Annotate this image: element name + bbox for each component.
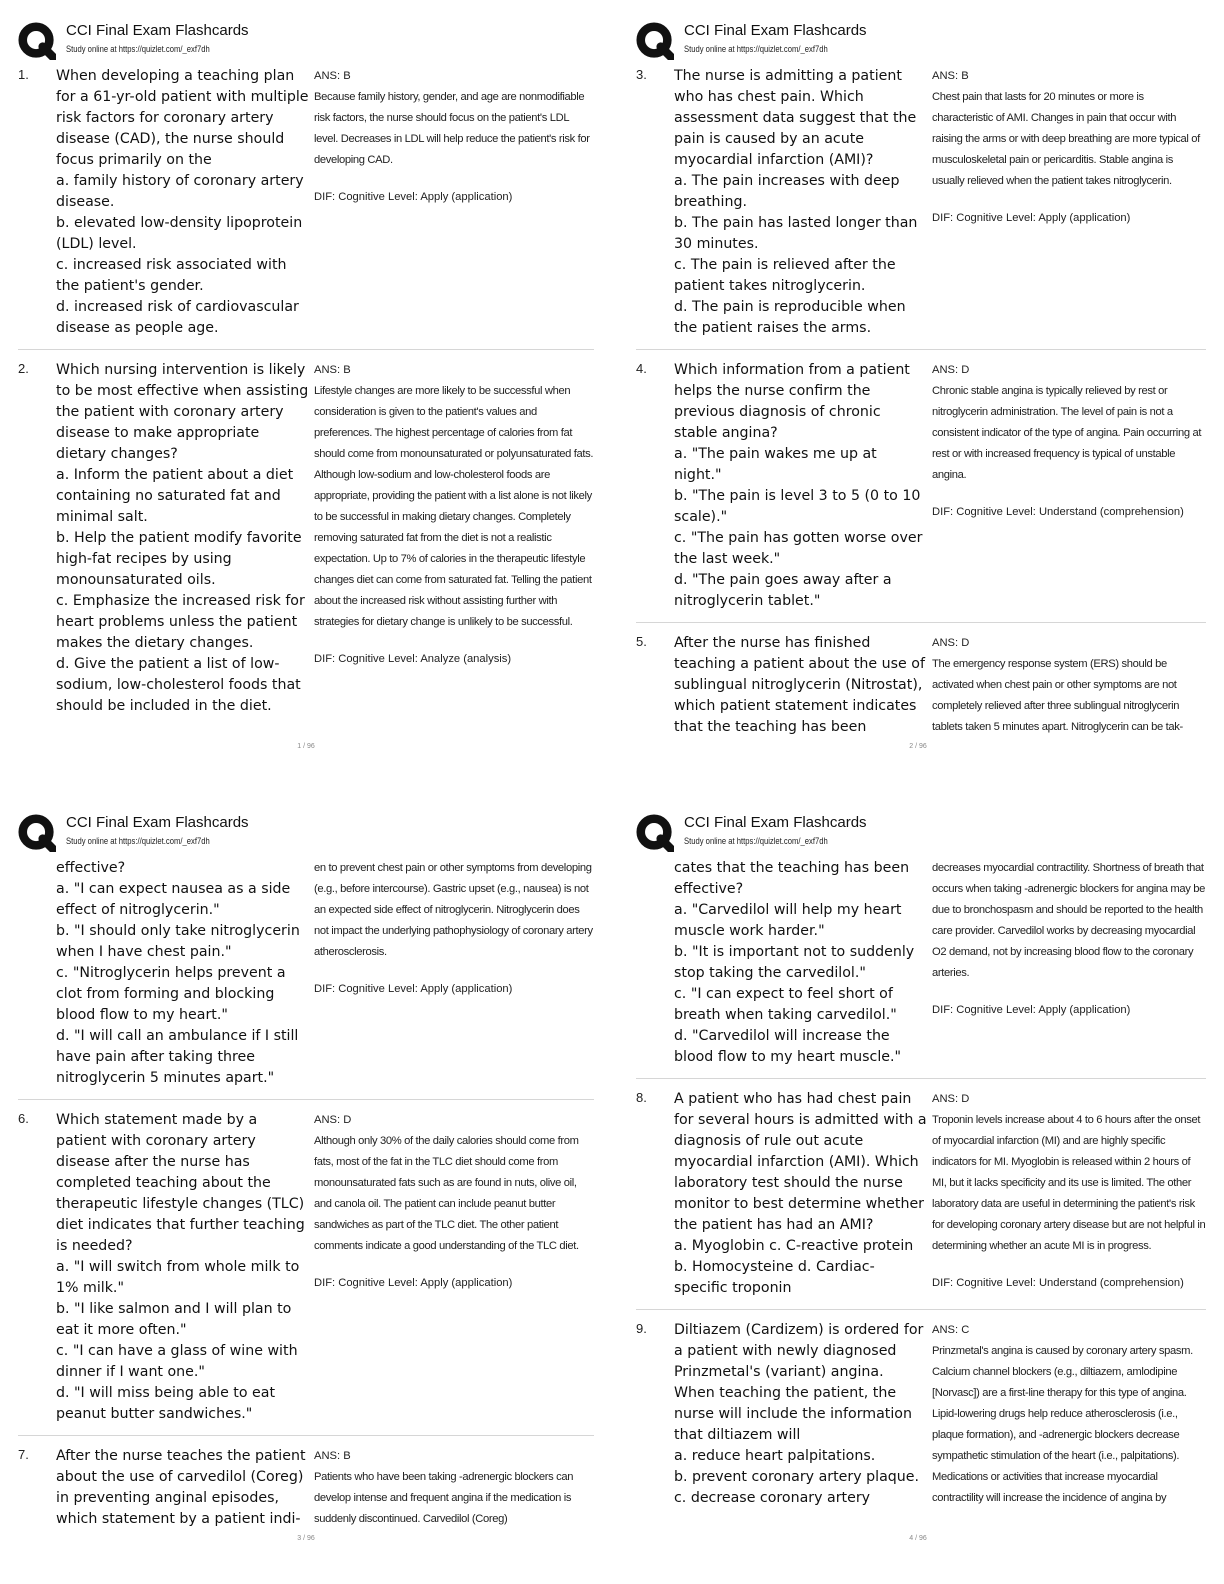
- card-question: [674, 360, 928, 612]
- card-number: 7.: [18, 1447, 29, 1462]
- difficulty-level: DIF: Cognitive Level: Analyze (analysis): [314, 653, 512, 665]
- answer-option: c. "Nitroglycerin helps prevent a clot from forming and blocking blood flow to my heart.": [56, 965, 286, 1023]
- answer-option: b. elevated low-density lipoprotein (LDL) level.: [56, 215, 303, 252]
- answer-option: c. "I can expect to feel short of breath when taking carvedilol.": [674, 986, 897, 1023]
- question-stem: Which statement made by a patient with coronary artery disease after the nurse has completed teaching about the therapeutic lifestyle changes (TLC) diet indicates that further teaching is needed?: [56, 1112, 305, 1254]
- card-answer: [928, 1320, 1206, 1509]
- answer-key: ANS: D: [932, 1093, 970, 1105]
- card-answer: [928, 858, 1206, 1068]
- page-number: 4 / 96: [909, 1535, 927, 1542]
- answer-rationale: en to prevent chest pain or other symptoms from developing (e.g., before intercourse). Gastric upset (e.g., nausea) is not an expected side effect of nitroglycerin. Nitroglycerin does not impact the underlying pathophysiology of coronary artery atherosclerosis.: [314, 862, 593, 958]
- card-number: 4.: [636, 361, 647, 376]
- page-header: [636, 792, 1206, 858]
- question-stem: When developing a teaching plan for a 61-yr-old patient with multiple risk factors for coronary artery disease (CAD), the nurse should focus primarily on the: [56, 68, 309, 168]
- doc-subtitle: Study online at https://quizlet.com/_exf7dh: [684, 836, 828, 846]
- card-list: [636, 66, 1206, 748]
- difficulty-level: DIF: Cognitive Level: Apply (application): [932, 212, 1131, 224]
- answer-rationale: Although only 30% of the daily calories should come from fats, most of the fat in the TLC diet should come from monounsaturated fats such as are found in nuts, olive oil, and canola oil. The patient can include peanut butter sandwiches as part of the TLC diet. The other patient comments indicate a good understanding of the TLC diet.: [314, 1135, 579, 1252]
- card-number: [636, 858, 674, 1068]
- answer-option: d. increased risk of cardiovascular disease as people age.: [56, 299, 299, 336]
- answer-option: c. decrease coronary artery: [674, 1490, 871, 1506]
- answer-option: c. Emphasize the increased risk for heart problems unless the patient makes the dietary changes.: [56, 593, 305, 651]
- answer-option: d. The pain is reproducible when the patient raises the arms.: [674, 299, 906, 336]
- answer-key: ANS: B: [314, 364, 351, 376]
- quizlet-logo-icon: [636, 22, 674, 60]
- page-header: [18, 0, 594, 66]
- answer-option: a. Inform the patient about a diet containing no saturated fat and minimal salt.: [56, 467, 294, 525]
- difficulty-level: DIF: Cognitive Level: Apply (application): [314, 1277, 513, 1289]
- page-number: 3 / 96: [297, 1535, 315, 1542]
- card-answer: [310, 858, 594, 1089]
- card-question: [674, 66, 928, 339]
- flashcard: [18, 1110, 594, 1436]
- answer-option: c. increased risk associated with the patient's gender.: [56, 257, 287, 294]
- flashcard: [18, 1446, 594, 1540]
- page-1: [0, 0, 612, 792]
- card-question: [56, 1446, 310, 1530]
- answer-option: b. The pain has lasted longer than 30 minutes.: [674, 215, 918, 252]
- flashcard: [636, 1320, 1206, 1519]
- answer-key: ANS: D: [932, 637, 970, 649]
- answer-option: b. prevent coronary artery plaque.: [674, 1469, 920, 1485]
- card-answer: [928, 360, 1206, 612]
- answer-key: ANS: B: [932, 70, 969, 82]
- answer-option: b. "I like salmon and I will plan to eat it more often.": [56, 1301, 292, 1338]
- card-answer: [310, 66, 594, 339]
- answer-key: ANS: D: [932, 364, 970, 376]
- doc-subtitle: Study online at https://quizlet.com/_exf7dh: [66, 44, 210, 54]
- answer-option: d. "The pain goes away after a nitroglycerin tablet.": [674, 572, 892, 609]
- flashcard: [636, 360, 1206, 623]
- answer-rationale: Chronic stable angina is typically relieved by rest or nitroglycerin administration. The level of pain is not a consistent indicator of the type of angina. Pain occurring at rest or with increased frequency is typical of unstable angina.: [932, 385, 1202, 481]
- answer-option: b. Homocysteine d. Cardiac-specific troponin: [674, 1259, 875, 1296]
- difficulty-level: DIF: Cognitive Level: Understand (comprehension): [932, 506, 1184, 518]
- answer-option: a. Myoglobin c. C-reactive protein: [674, 1238, 914, 1254]
- answer-rationale: decreases myocardial contractility. Shortness of breath that occurs when taking -adrenergic blockers for angina may be due to bronchospasm and should be reported to the health care provider. Carvedilol works by decreasing myocardial O2 demand, not by increasing blood flow to the coronary arteries.: [932, 862, 1205, 979]
- difficulty-level: DIF: Cognitive Level: Apply (application): [932, 1004, 1131, 1016]
- answer-rationale: Lifestyle changes are more likely to be successful when consideration is given to the patient's values and preferences. The highest percentage of calories from fat should come from monounsaturated or polyunsaturated fats. Although low-sodium and low-cholesterol foods are appropriate, providing the patient with a list alone is not likely to be successful in making dietary changes. Completely removing saturated fat from the diet is not a realistic expectation. Up to 7% of calories in the therapeutic lifestyle changes diet can come from saturated fat. Telling the patient about the increased risk without assisting further with strategies for dietary change is unlikely to be successful.: [314, 385, 594, 628]
- card-answer: [310, 1110, 594, 1425]
- card-list: [18, 858, 594, 1540]
- question-stem: Diltiazem (Cardizem) is ordered for a patient with newly diagnosed Prinzmetal's (variant) angina. When teaching the patient, the nurse will include the information that diltiazem will: [674, 1322, 924, 1443]
- answer-rationale: Prinzmetal's angina is caused by coronary artery spasm. Calcium channel blockers (e.g., diltiazem, amlodipine [Norvasc]) are a first-line therapy for this type of angina. Lipid-lowering drugs help reduce atherosclerosis (i.e., plaque formation), and -adrenergic blockers decrease sympathetic stimulation of the heart (i.e., palpitations). Medications or activities that increase myocardial contractility will increase the incidence of angina by: [932, 1345, 1193, 1504]
- answer-rationale: Troponin levels increase about 4 to 6 hours after the onset of myocardial infarction (MI) and are highly specific indicators for MI. Myoglobin is released within 2 hours of MI, but it lacks specificity and its use is limited. The other laboratory data are useful in determining the patient's risk for developing coronary artery disease but are not helpful in determining whether an acute MI is in progress.: [932, 1114, 1206, 1252]
- card-question: [56, 360, 310, 717]
- card-question: [674, 1089, 928, 1299]
- answer-key: ANS: D: [314, 1114, 352, 1126]
- difficulty-level: DIF: Cognitive Level: Understand (comprehension): [932, 1277, 1184, 1289]
- card-question: [56, 66, 310, 339]
- answer-option: b. "The pain is level 3 to 5 (0 to 10 scale).": [674, 488, 921, 525]
- answer-option: b. "It is important not to suddenly stop taking the carvedilol.": [674, 944, 915, 981]
- doc-title: CCI Final Exam Flashcards: [684, 814, 867, 831]
- doc-subtitle: Study online at https://quizlet.com/_exf7dh: [66, 836, 210, 846]
- card-question: [674, 633, 928, 738]
- question-stem: effective?: [56, 860, 126, 876]
- page-3: [0, 792, 612, 1584]
- answer-rationale: Chest pain that lasts for 20 minutes or more is characteristic of AMI. Changes in pain that occur with raising the arms or with deep breathing are more typical of musculoskeletal pain or pericarditis. Stable angina is usually relieved when the patient takes nitroglycerin.: [932, 91, 1200, 187]
- answer-option: c. "I can have a glass of wine with dinner if I want one.": [56, 1343, 298, 1380]
- question-stem: After the nurse has finished teaching a patient about the use of sublingual nitroglycerin (Nitrostat), which patient statement indicates that the teaching has been: [674, 635, 925, 735]
- answer-option: d. Give the patient a list of low-sodium, low-cholesterol foods that should be included in the diet.: [56, 656, 301, 714]
- difficulty-level: DIF: Cognitive Level: Apply (application): [314, 983, 513, 995]
- answer-option: a. "Carvedilol will help my heart muscle work harder.": [674, 902, 902, 939]
- flashcard: [18, 858, 594, 1100]
- page-2: [612, 0, 1224, 792]
- card-question: [674, 1320, 928, 1509]
- doc-title: CCI Final Exam Flashcards: [66, 814, 249, 831]
- question-stem: The nurse is admitting a patient who has chest pain. Which assessment data suggest that the pain is caused by an acute myocardial infarction (AMI)?: [674, 68, 917, 168]
- answer-option: d. "Carvedilol will increase the blood flow to my heart muscle.": [674, 1028, 902, 1065]
- card-number: 8.: [636, 1090, 647, 1105]
- page-header: [18, 792, 594, 858]
- card-list: [18, 66, 594, 727]
- card-number: 6.: [18, 1111, 29, 1126]
- card-answer: [310, 360, 594, 717]
- card-number: 2.: [18, 361, 29, 376]
- page-4: [612, 792, 1224, 1584]
- card-number: [18, 858, 56, 1089]
- card-answer: [928, 1089, 1206, 1299]
- card-question: [56, 1110, 310, 1425]
- doc-title: CCI Final Exam Flashcards: [684, 22, 867, 39]
- answer-key: ANS: B: [314, 70, 351, 82]
- answer-option: c. "The pain has gotten worse over the last week.": [674, 530, 923, 567]
- answer-option: c. The pain is relieved after the patient takes nitroglycerin.: [674, 257, 896, 294]
- difficulty-level: DIF: Cognitive Level: Apply (application): [314, 191, 513, 203]
- card-number: 5.: [636, 634, 647, 649]
- answer-option: d. "I will miss being able to eat peanut butter sandwiches.": [56, 1385, 276, 1422]
- answer-option: a. family history of coronary artery disease.: [56, 173, 304, 210]
- flashcard: [636, 633, 1206, 748]
- question-stem: Which information from a patient helps the nurse confirm the previous diagnosis of chronic stable angina?: [674, 362, 910, 441]
- answer-option: a. reduce heart palpitations.: [674, 1448, 876, 1464]
- card-number: 3.: [636, 67, 647, 82]
- card-number: 9.: [636, 1321, 647, 1336]
- doc-title: CCI Final Exam Flashcards: [66, 22, 249, 39]
- page-header: [636, 0, 1206, 66]
- quizlet-logo-icon: [18, 814, 56, 852]
- card-question: [56, 858, 310, 1089]
- card-list: [636, 858, 1206, 1519]
- flashcard: [18, 360, 594, 727]
- answer-option: a. "I will switch from whole milk to 1% milk.": [56, 1259, 300, 1296]
- answer-option: b. "I should only take nitroglycerin when I have chest pain.": [56, 923, 300, 960]
- quizlet-logo-icon: [636, 814, 674, 852]
- answer-key: ANS: C: [932, 1324, 970, 1336]
- answer-rationale: Patients who have been taking -adrenergic blockers can develop intense and frequent angina if the medication is suddenly discontinued. Carvedilol (Coreg): [314, 1471, 574, 1525]
- question-stem: cates that the teaching has been effective?: [674, 860, 910, 897]
- answer-rationale: The emergency response system (ERS) should be activated when chest pain or other symptoms are not completely relieved after three sublingual nitroglycerin tablets taken 5 minutes apart. Nitroglycerin can be tak-: [932, 658, 1183, 733]
- card-number: 1.: [18, 67, 29, 82]
- card-answer: [928, 66, 1206, 339]
- card-question: [674, 858, 928, 1068]
- answer-rationale: Because family history, gender, and age are nonmodifiable risk factors, the nurse should focus on the patient's LDL level. Decreases in LDL will help reduce the patient's risk for developing CAD.: [314, 91, 590, 166]
- page-number: 1 / 96: [297, 743, 315, 750]
- answer-option: a. "I can expect nausea as a side effect of nitroglycerin.": [56, 881, 291, 918]
- flashcard: [636, 858, 1206, 1079]
- question-stem: After the nurse teaches the patient about the use of carvedilol (Coreg) in preventing anginal episodes, which statement by a patient indi-: [56, 1448, 306, 1527]
- page-number: 2 / 96: [909, 743, 927, 750]
- flashcard: [636, 1089, 1206, 1310]
- answer-option: d. "I will call an ambulance if I still have pain after taking three nitroglycerin 5 minutes apart.": [56, 1028, 299, 1086]
- answer-key: ANS: B: [314, 1450, 351, 1462]
- doc-subtitle: Study online at https://quizlet.com/_exf7dh: [684, 44, 828, 54]
- card-answer: [928, 633, 1206, 738]
- answer-option: b. Help the patient modify favorite high-fat recipes by using monounsaturated oils.: [56, 530, 302, 588]
- card-answer: [310, 1446, 594, 1530]
- question-stem: Which nursing intervention is likely to be most effective when assisting the patient with coronary artery disease to make appropriate dietary changes?: [56, 362, 309, 462]
- flashcard: [18, 66, 594, 350]
- answer-option: a. The pain increases with deep breathing.: [674, 173, 900, 210]
- quizlet-logo-icon: [18, 22, 56, 60]
- answer-option: a. "The pain wakes me up at night.": [674, 446, 877, 483]
- question-stem: A patient who has had chest pain for several hours is admitted with a diagnosis of rule out acute myocardial infarction (AMI). Which laboratory test should the nurse monitor to best determine whether the patient has had an AMI?: [674, 1091, 927, 1233]
- flashcard: [636, 66, 1206, 350]
